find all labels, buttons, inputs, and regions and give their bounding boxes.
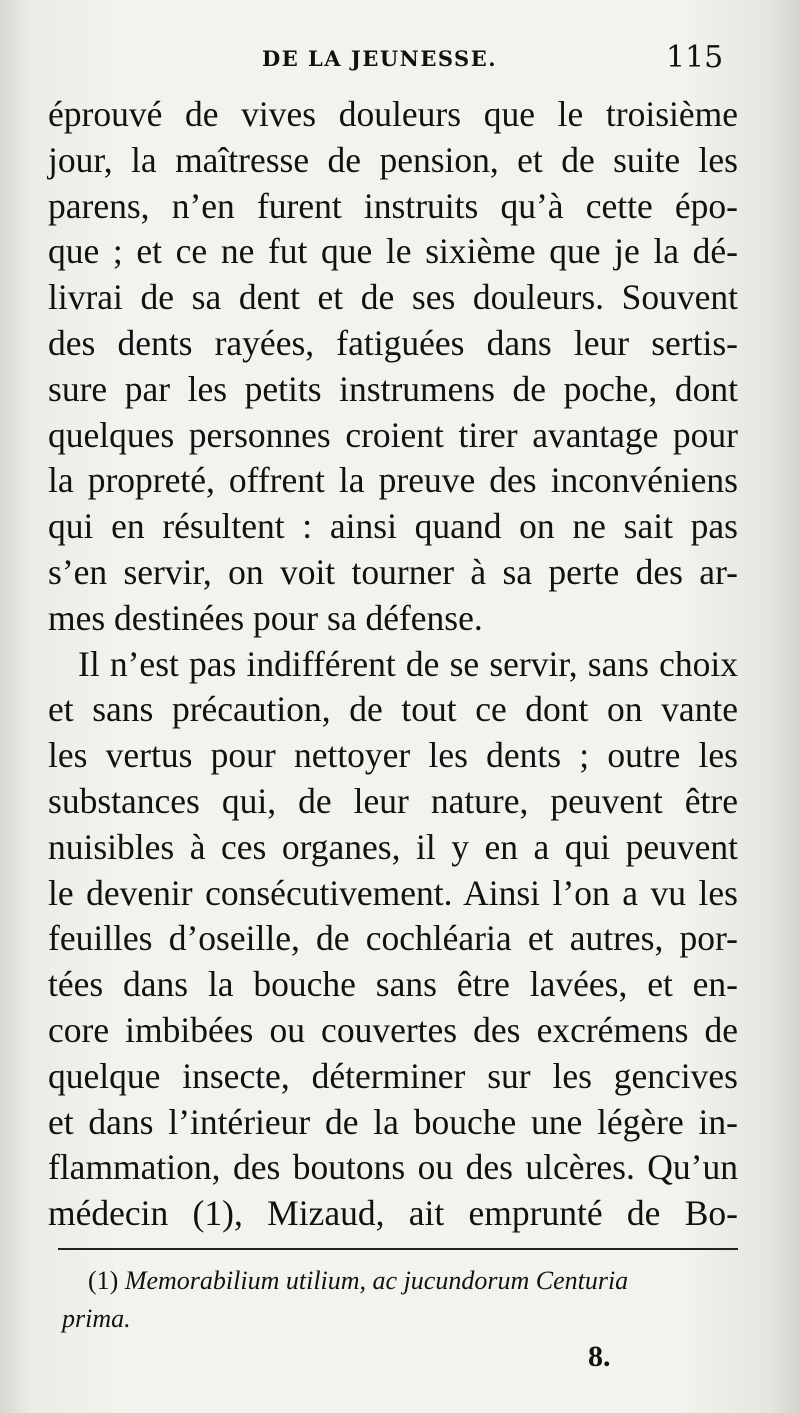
body-line: et dans l’intérieur de la bouche une légère in- xyxy=(48,1101,738,1142)
body-line: le devenir consécutivement. Ainsi l’on a vu les xyxy=(48,872,738,913)
body-text xyxy=(48,92,738,1237)
body-line: que ; et ce ne fut que le sixième que je la dé- xyxy=(48,231,738,272)
body-line: des dents rayées, fatiguées dans leur sertis- xyxy=(48,322,738,363)
footnote-divider xyxy=(58,1248,738,1250)
body-line: qui en résultent : ainsi quand on ne sait pas xyxy=(48,506,738,547)
body-line: éprouvé de vives douleurs que le troisième xyxy=(48,94,738,134)
body-line: tées dans la bouche sans être lavées, et en- xyxy=(48,964,738,1005)
body-line: médecin (1), Mizaud, ait emprunté de Bo- xyxy=(48,1193,738,1234)
footnote-marker: (1) xyxy=(88,1266,119,1295)
body-line: substances qui, de leur nature, peuvent être xyxy=(48,780,738,821)
body-line: flammation, des boutons ou des ulcères. Qu’un xyxy=(48,1147,738,1188)
signature-mark: 8. xyxy=(588,1340,611,1373)
body-line: livrai de sa dent et de ses douleurs. Souvent xyxy=(48,277,738,318)
running-head xyxy=(0,40,800,78)
body-line: quelque insecte, déterminer sur les gencives xyxy=(48,1055,738,1096)
running-title: DE LA JEUNESSE. xyxy=(262,46,498,71)
footnote-text: Memorabilium utilium, ac jucundorum Centuria xyxy=(124,1266,629,1295)
paragraph-end-line: mes destinées pour sa défense. xyxy=(48,597,483,638)
body-line: sure par les petits instrumens de poche, dont xyxy=(48,368,738,409)
body-line: les vertus pour nettoyer les dents ; outre les xyxy=(48,735,738,776)
body-line: feuilles d’oseille, de cochléaria et autres, por- xyxy=(48,918,738,959)
body-line: jour, la maîtresse de pension, et de suite les xyxy=(48,139,738,180)
body-line: quelques personnes croient tirer avantage pour xyxy=(48,414,738,455)
footnote xyxy=(62,1262,738,1338)
footnote-line: prima. xyxy=(62,1304,131,1333)
body-line: parens, n’en furent instruits qu’à cette épo- xyxy=(48,185,738,226)
body-line: et sans précaution, de tout ce dont on vante xyxy=(48,689,738,730)
footnote-line xyxy=(62,1262,738,1300)
page-number: 115 xyxy=(666,40,724,75)
body-line: core imbibées ou couvertes des excrémens de xyxy=(48,1009,738,1050)
body-line: s’en servir, on voit tourner à sa perte des ar- xyxy=(48,551,738,592)
paragraph-start-line: Il n’est pas indifférent de se servir, sans choix xyxy=(78,643,738,684)
body-line: la propreté, offrent la preuve des inconvéniens xyxy=(48,460,738,501)
body-line: nuisibles à ces organes, il y en a qui peuvent xyxy=(48,826,738,867)
